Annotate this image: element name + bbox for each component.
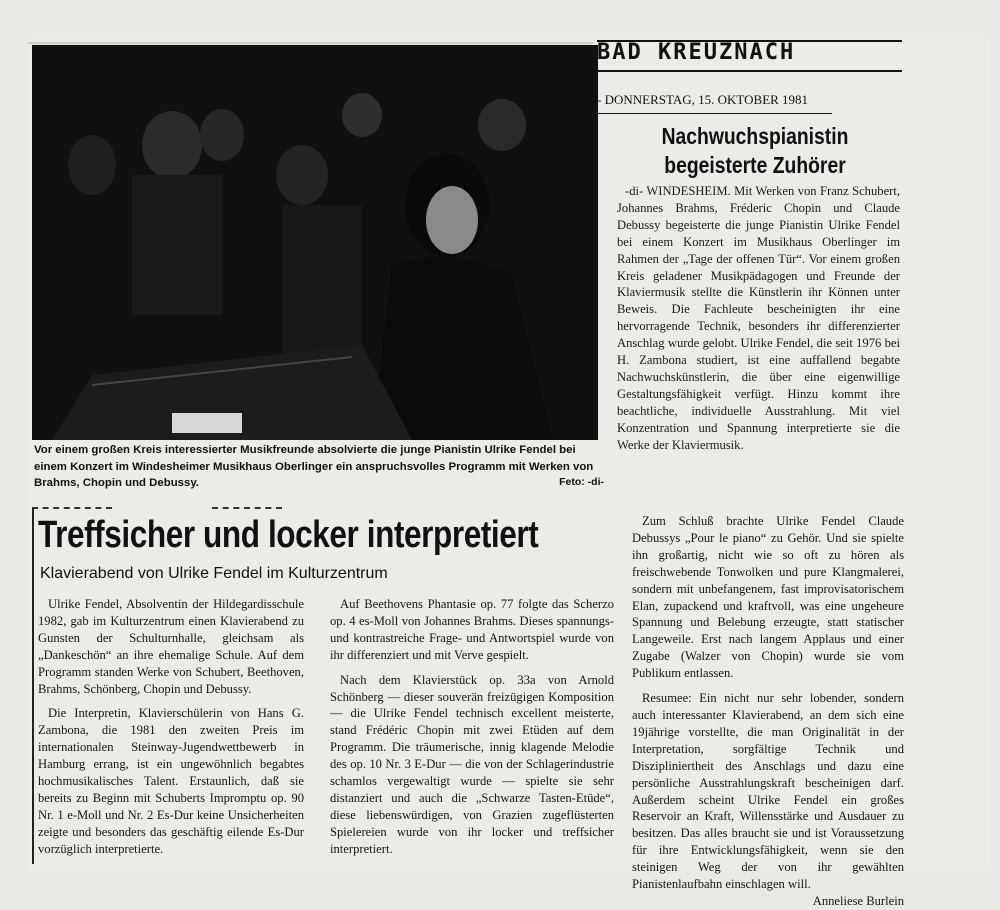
decorative-rule xyxy=(32,507,112,509)
clipping-edge xyxy=(28,42,593,44)
caption-text: Vor einem großen Kreis interessierter Musikfreunde absolvierte die junge Pianistin Ulrike Fendel bei einem Konzert im Windesheimer Musikhaus Oberlinger ein anspruchsvolles Programm mit Werken von Brahms, Chopin und Debussy. xyxy=(34,444,594,489)
paragraph: Auf Beethovens Phantasie op. 77 folgte das Scherzo op. 4 es-Moll von Johannes Brahms. Dieses spannungs- und kontrastreiche Frage- und Antwortspiel wurde von ihr differenziert und mit Verve gespielt. xyxy=(330,597,614,662)
main-article-headline: Treffsicher und locker interpretiert xyxy=(38,514,539,556)
main-article-subhead: Klavierabend von Ulrike Fendel im Kulturzentrum xyxy=(40,565,388,582)
dateline-rule xyxy=(597,113,832,114)
pianist-photo-illustration xyxy=(32,45,598,440)
right-article-headline xyxy=(645,122,865,180)
paragraph: Nach dem Klavierstück op. 33a von Arnold Schönberg — dieser souverän freizügigen Komposition — die Ulrike Fendel technisch excellent meisterte, stand Frédéric Chopin mit zwei Etüden auf dem Programm. Die träumerische, innig klagende Melodie des op. 10 Nr. 3 E-Dur — die von der Schlagerindustrie schamlos vergewaltigt wurde — spielte sie sehr distanziert und auch die „Schwarze Tasten-Etüde“, diese liebenswürdigen, von Grazien zugeflüsterten Spielereien wurde von ihr locker und treffsicher interpretiert. xyxy=(330,672,614,856)
article-column-2 xyxy=(330,596,614,858)
newspaper-name: BAD KREUZNACH xyxy=(597,40,796,65)
article-side-rule xyxy=(32,509,34,864)
article-author: Anneliese Burlein xyxy=(812,893,904,908)
photo-caption xyxy=(34,442,606,492)
dateline: - DONNERSTAG, 15. OKTOBER 1981 xyxy=(597,92,809,107)
decorative-rule xyxy=(212,507,282,509)
concert-photo xyxy=(32,45,598,440)
headline-line-2: begeisterte Zuhörer xyxy=(664,152,846,178)
right-article-body: -di- WINDESHEIM. Mit Werken von Franz Schubert, Johannes Brahms, Fréderic Chopin und Claude Debussy begeisterte die junge Pianistin Ulrike Fendel bei einem Konzert im Musikhaus Oberlinger im Rahmen der „Tage der offenen Tür“. Vor einem großen Kreis geladener Musikpädagogen und Freunde der Klaviermusik stellte die Künstlerin ihr Können unter Beweis. Die Fachleute bescheinigten ihr eine hervorragende Technik, besonders ihr differenzierter Anschlag wurde gelobt. Ulrike Fendel, die seit 1976 bei H. Zambona studiert, ist eine auffallend begabte Nachwuchskünstlerin, die über eine eigenwillige Gestaltungsfähigkeit verfügt. Hinzu kommt ihre beachtliche, individuelle Ausstrahlung. Mit viel Konzentration und Spannung interpretierte sie die Werke der Klaviermusik. xyxy=(617,184,900,452)
paragraph: Ulrike Fendel, Absolventin der Hildegardisschule 1982, gab im Kulturzentrum einen Klavierabend zu Gunsten der Schulturnhalle, gleichsam als „Dankeschön“ an ihre ehemalige Schule. Auf dem Programm standen Werke von Schubert, Beethoven, Brahms, Schönberg, Chopin und Debussy. xyxy=(38,597,304,696)
article-column-3 xyxy=(632,513,904,910)
photo-credit: Feto: -di- xyxy=(559,476,604,488)
headline-line-1: Nachwuchspianistin xyxy=(661,123,849,149)
paragraph: Die Interpretin, Klavierschülerin von Hans G. Zambona, die 1981 den zweiten Preis im internationalen Steinway-Jugendwettbewerb in Hamburg errang, ist ein ungewöhnlich begabtes hochmusikalisches Talent. Erstaunlich, daß sie bereits zu Beginn mit Schuberts Impromptu op. 90 Nr. 1 e-Moll und Nr. 2 Es-Dur keine Unsicherheiten zeigte und besonders das geschäftig eilende Es-Dur vorzüglich interpretierte. xyxy=(38,706,304,856)
article-column-1 xyxy=(38,596,304,858)
paragraph: Resumee: Ein nicht nur sehr lobender, sondern auch interessanter Klavierabend, an dem sich eine 19jährige vorstellte, die man Originalität in der Interpretation, sorgfältige Technik und Diszipliniertheit des Anschlags und dazu eine persönliche Ausstrahlungskraft bescheinigen darf. Außerdem scheint Ulrike Fendel ein großes Reservoir an Kraft, Willensstärke und Ausdauer zu besitzen. Das alles braucht sie und ist Voraussetzung für ihre Entwicklungsfähigkeit, wenn sie den steinigen Weg der von ihr gewählten Pianistenlaufbahn einschlagen will. xyxy=(632,691,904,892)
paragraph: Zum Schluß brachte Ulrike Fendel Claude Debussys „Pour le piano“ zu Gehör. Und sie spielte ihn großartig, nicht wie so oft zu hören als freischwebende Tonwolken und pure Klangmalerei, sondern mit unbefangenem, fast improvisatorischem Elan, zupackend und kraftvoll, was eine ungeheure Spannung und Belebung erzeugte, statt statischer Langeweile. Erst nach langem Applaus und einer Zugabe (Walzer von Chopin) wurde sie vom Publikum entlassen. xyxy=(632,514,904,681)
masthead-rule xyxy=(597,70,902,72)
